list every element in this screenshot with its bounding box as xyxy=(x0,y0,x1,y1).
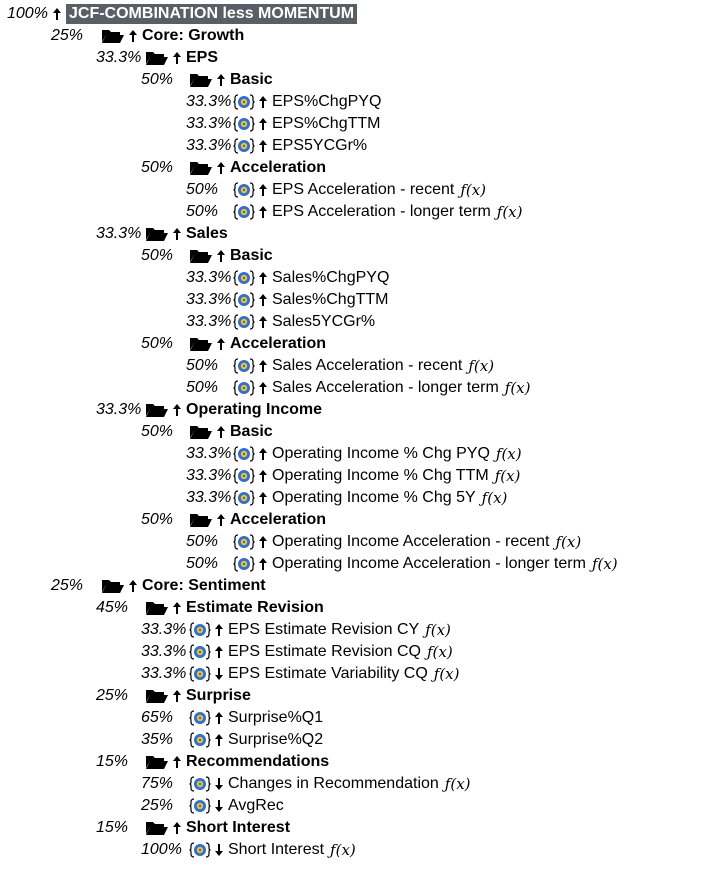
factor-row[interactable] xyxy=(0,135,704,157)
node-label[interactable]: Acceleration xyxy=(230,511,327,528)
factor-gear-icon[interactable] xyxy=(233,358,255,374)
tree-node-row[interactable] xyxy=(0,69,704,91)
arrow-up-icon[interactable] xyxy=(216,73,226,87)
factor-gear-icon[interactable] xyxy=(189,732,211,748)
factor-row[interactable] xyxy=(0,113,704,135)
tree-node-row[interactable] xyxy=(0,575,704,597)
weight-percent[interactable]: 35% xyxy=(141,731,174,748)
weight-percent[interactable]: 15% xyxy=(96,753,129,770)
weight-percent[interactable]: 50% xyxy=(186,555,219,572)
arrow-up-icon[interactable] xyxy=(258,95,268,109)
formula-fx-marker: ƒ(x) xyxy=(591,555,618,573)
arrow-down-icon[interactable] xyxy=(214,777,224,791)
arrow-up-icon[interactable] xyxy=(258,183,268,197)
formula-fx-marker: ƒ(x) xyxy=(494,467,521,485)
factor-gear-icon[interactable] xyxy=(233,204,255,220)
weight-percent[interactable]: 45% xyxy=(96,599,129,616)
weight-percent[interactable]: 50% xyxy=(186,203,219,220)
factor-gear-icon[interactable] xyxy=(233,116,255,132)
factor-row[interactable] xyxy=(0,311,704,333)
weight-percent[interactable]: 50% xyxy=(141,423,174,440)
arrow-up-icon[interactable] xyxy=(214,711,224,725)
arrow-up-icon[interactable] xyxy=(172,227,182,241)
weight-percent[interactable]: 33.3% xyxy=(186,115,232,132)
formula-fx-marker: ƒ(x) xyxy=(433,665,460,683)
formula-fx-marker: ƒ(x) xyxy=(496,203,523,221)
open-folder-icon[interactable] xyxy=(101,577,125,595)
factor-label[interactable]: Sales5YCGr% xyxy=(272,313,376,330)
factor-label[interactable]: EPS5YCGr% xyxy=(272,137,368,154)
open-folder-icon[interactable] xyxy=(189,159,213,177)
ranking-system-title[interactable]: JCF-COMBINATION less MOMENTUM xyxy=(66,4,357,24)
factor-gear-icon[interactable] xyxy=(233,468,255,484)
weight-percent[interactable]: 100% xyxy=(141,841,182,858)
factor-label[interactable]: EPS Acceleration - recent xyxy=(272,181,455,198)
weight-percent[interactable]: 50% xyxy=(186,357,219,374)
factor-label[interactable]: EPS Estimate Revision CY xyxy=(228,621,420,638)
arrow-up-icon[interactable] xyxy=(258,557,268,571)
factor-label[interactable]: Operating Income % Chg PYQ xyxy=(272,445,490,462)
factor-label[interactable]: Operating Income Acceleration - recent xyxy=(272,533,550,550)
formula-fx-marker: ƒ(x) xyxy=(426,643,453,661)
factor-gear-icon[interactable] xyxy=(233,534,255,550)
open-folder-icon[interactable] xyxy=(145,225,169,243)
node-label[interactable]: Surprise xyxy=(186,687,251,704)
arrow-up-icon[interactable] xyxy=(258,117,268,131)
arrow-down-icon[interactable] xyxy=(214,799,224,813)
tree-root-row[interactable] xyxy=(0,3,704,25)
factor-label[interactable]: Operating Income % Chg TTM xyxy=(272,467,489,484)
weight-percent[interactable]: 100% xyxy=(7,5,48,22)
open-folder-icon[interactable] xyxy=(145,599,169,617)
arrow-up-icon[interactable] xyxy=(172,601,182,615)
node-label[interactable]: Sales xyxy=(186,225,228,242)
open-folder-icon[interactable] xyxy=(189,71,213,89)
node-label[interactable]: Basic xyxy=(230,71,273,88)
formula-fx-marker: ƒ(x) xyxy=(330,841,356,859)
factor-gear-icon[interactable] xyxy=(189,798,211,814)
open-folder-icon[interactable] xyxy=(145,401,169,419)
factor-row[interactable] xyxy=(0,641,704,663)
weight-percent[interactable]: 50% xyxy=(141,247,174,264)
open-folder-icon[interactable] xyxy=(145,687,169,705)
node-label[interactable]: Basic xyxy=(230,423,273,440)
weight-percent[interactable]: 33.3% xyxy=(96,401,142,418)
open-folder-icon[interactable] xyxy=(145,753,169,771)
formula-fx-marker: ƒ(x) xyxy=(444,775,471,793)
weight-percent[interactable]: 75% xyxy=(141,775,174,792)
factor-row[interactable] xyxy=(0,201,704,223)
weight-percent[interactable]: 50% xyxy=(186,379,219,396)
arrow-up-icon[interactable] xyxy=(216,337,226,351)
arrow-up-icon[interactable] xyxy=(216,249,226,263)
factor-row[interactable] xyxy=(0,663,704,685)
weight-percent[interactable]: 33.3% xyxy=(186,93,232,110)
weight-percent[interactable]: 25% xyxy=(51,577,84,594)
factor-gear-icon[interactable] xyxy=(189,710,211,726)
arrow-up-icon[interactable] xyxy=(258,359,268,373)
arrow-up-icon[interactable] xyxy=(52,7,62,21)
factor-label[interactable]: Changes in Recommendation xyxy=(228,775,439,792)
factor-row[interactable] xyxy=(0,179,704,201)
formula-fx-marker: ƒ(x) xyxy=(555,533,582,551)
arrow-up-icon[interactable] xyxy=(128,29,138,43)
node-label[interactable]: Core: Sentiment xyxy=(142,577,266,594)
weight-percent[interactable]: 50% xyxy=(141,71,174,88)
arrow-up-icon[interactable] xyxy=(216,161,226,175)
arrow-up-icon[interactable] xyxy=(258,381,268,395)
factor-label[interactable]: Operating Income Acceleration - longer term xyxy=(272,555,586,572)
arrow-up-icon[interactable] xyxy=(214,623,224,637)
factor-label[interactable]: Short Interest xyxy=(228,841,325,858)
tree-node-row[interactable] xyxy=(0,245,704,267)
factor-gear-icon[interactable] xyxy=(233,314,255,330)
open-folder-icon[interactable] xyxy=(189,247,213,265)
tree-node-row[interactable] xyxy=(0,751,704,773)
tree-node-row[interactable] xyxy=(0,399,704,421)
weight-percent[interactable]: 33.3% xyxy=(141,665,187,682)
open-folder-icon[interactable] xyxy=(145,819,169,837)
weight-percent[interactable]: 25% xyxy=(141,797,174,814)
factor-gear-icon[interactable] xyxy=(189,666,211,682)
factor-row[interactable] xyxy=(0,619,704,641)
arrow-up-icon[interactable] xyxy=(258,205,268,219)
factor-row[interactable] xyxy=(0,553,704,575)
weight-percent[interactable]: 50% xyxy=(141,335,174,352)
factor-row[interactable] xyxy=(0,289,704,311)
factor-gear-icon[interactable] xyxy=(189,842,211,858)
weight-percent[interactable]: 50% xyxy=(186,533,219,550)
weight-percent[interactable]: 33.3% xyxy=(186,445,232,462)
factor-label[interactable]: Surprise%Q2 xyxy=(228,731,324,748)
arrow-up-icon[interactable] xyxy=(258,535,268,549)
factor-label[interactable]: Sales%ChgPYQ xyxy=(272,269,390,286)
factor-row[interactable] xyxy=(0,443,704,465)
factor-row[interactable] xyxy=(0,267,704,289)
formula-fx-marker: ƒ(x) xyxy=(481,489,508,507)
factor-gear-icon[interactable] xyxy=(189,644,211,660)
factor-gear-icon[interactable] xyxy=(233,138,255,154)
node-label[interactable]: Short Interest xyxy=(186,819,291,836)
arrow-up-icon[interactable] xyxy=(216,425,226,439)
formula-fx-marker: ƒ(x) xyxy=(468,357,495,375)
weight-percent[interactable]: 25% xyxy=(51,27,84,44)
factor-label[interactable]: Operating Income % Chg 5Y xyxy=(272,489,476,506)
factor-gear-icon[interactable] xyxy=(233,380,255,396)
factor-label[interactable]: Sales Acceleration - recent xyxy=(272,357,463,374)
weight-percent[interactable]: 50% xyxy=(141,511,174,528)
weight-percent[interactable]: 33.3% xyxy=(186,313,232,330)
arrow-up-icon[interactable] xyxy=(214,645,224,659)
tree-node-row[interactable] xyxy=(0,509,704,531)
weight-percent[interactable]: 65% xyxy=(141,709,174,726)
factor-label[interactable]: EPS Estimate Revision CQ xyxy=(228,643,421,660)
factor-label[interactable]: Sales Acceleration - longer term xyxy=(272,379,499,396)
arrow-up-icon[interactable] xyxy=(258,447,268,461)
tree-node-row[interactable] xyxy=(0,421,704,443)
factor-gear-icon[interactable] xyxy=(189,622,211,638)
tree-node-row[interactable] xyxy=(0,817,704,839)
arrow-up-icon[interactable] xyxy=(172,403,182,417)
formula-fx-marker: ƒ(x) xyxy=(495,445,522,463)
arrow-up-icon[interactable] xyxy=(258,315,268,329)
factor-row[interactable] xyxy=(0,91,704,113)
weight-percent[interactable]: 33.3% xyxy=(186,467,232,484)
arrow-up-icon[interactable] xyxy=(258,469,268,483)
weight-percent[interactable]: 33.3% xyxy=(141,621,187,638)
tree-node-row[interactable] xyxy=(0,223,704,245)
weight-percent[interactable]: 33.3% xyxy=(186,269,232,286)
node-label[interactable]: EPS xyxy=(186,49,219,66)
factor-label[interactable]: EPS%ChgPYQ xyxy=(272,93,382,110)
node-label[interactable]: Acceleration xyxy=(230,159,327,176)
factor-row[interactable] xyxy=(0,839,704,861)
factor-label[interactable]: Surprise%Q1 xyxy=(228,709,324,726)
arrow-up-icon[interactable] xyxy=(172,689,182,703)
weight-percent[interactable]: 33.3% xyxy=(141,643,187,660)
factor-label[interactable]: EPS Acceleration - longer term xyxy=(272,203,491,220)
arrow-up-icon[interactable] xyxy=(128,579,138,593)
tree-node-row[interactable] xyxy=(0,333,704,355)
arrow-up-icon[interactable] xyxy=(216,513,226,527)
weight-percent[interactable]: 33.3% xyxy=(186,291,232,308)
factor-gear-icon[interactable] xyxy=(189,776,211,792)
open-folder-icon[interactable] xyxy=(189,335,213,353)
weight-percent[interactable]: 33.3% xyxy=(96,225,142,242)
node-label[interactable]: Recommendations xyxy=(186,753,330,770)
factor-label[interactable]: AvgRec xyxy=(228,797,284,814)
weight-percent[interactable]: 33.3% xyxy=(96,49,142,66)
factor-gear-icon[interactable] xyxy=(233,94,255,110)
factor-row[interactable] xyxy=(0,487,704,509)
factor-row[interactable] xyxy=(0,377,704,399)
arrow-up-icon[interactable] xyxy=(258,139,268,153)
arrow-up-icon[interactable] xyxy=(172,821,182,835)
open-folder-icon[interactable] xyxy=(101,27,125,45)
open-folder-icon[interactable] xyxy=(145,49,169,67)
arrow-up-icon[interactable] xyxy=(172,51,182,65)
node-label[interactable]: Acceleration xyxy=(230,335,327,352)
tree-node-row[interactable] xyxy=(0,597,704,619)
factor-gear-icon[interactable] xyxy=(233,292,255,308)
arrow-up-icon[interactable] xyxy=(258,271,268,285)
formula-fx-marker: ƒ(x) xyxy=(504,379,531,397)
factor-gear-icon[interactable] xyxy=(233,270,255,286)
factor-label[interactable]: EPS Estimate Variability CQ xyxy=(228,665,428,682)
factor-label[interactable]: Sales%ChgTTM xyxy=(272,291,389,308)
factor-row[interactable] xyxy=(0,795,704,817)
weight-percent[interactable]: 25% xyxy=(96,687,129,704)
open-folder-icon[interactable] xyxy=(189,423,213,441)
factor-row[interactable] xyxy=(0,707,704,729)
arrow-down-icon[interactable] xyxy=(214,843,224,857)
formula-fx-marker: ƒ(x) xyxy=(460,181,487,199)
node-label[interactable]: Basic xyxy=(230,247,273,264)
weight-percent[interactable]: 50% xyxy=(141,159,174,176)
tree-node-row[interactable] xyxy=(0,47,704,69)
factor-row[interactable] xyxy=(0,531,704,553)
weight-percent[interactable]: 15% xyxy=(96,819,129,836)
factor-row[interactable] xyxy=(0,729,704,751)
node-label[interactable]: Operating Income xyxy=(186,401,323,418)
open-folder-icon[interactable] xyxy=(189,511,213,529)
arrow-up-icon[interactable] xyxy=(258,491,268,505)
arrow-up-icon[interactable] xyxy=(214,733,224,747)
weight-percent[interactable]: 33.3% xyxy=(186,489,232,506)
factor-row[interactable] xyxy=(0,465,704,487)
node-label[interactable]: Core: Growth xyxy=(142,27,245,44)
factor-gear-icon[interactable] xyxy=(233,446,255,462)
factor-gear-icon[interactable] xyxy=(233,182,255,198)
tree-node-row[interactable] xyxy=(0,685,704,707)
weight-percent[interactable]: 50% xyxy=(186,181,219,198)
arrow-up-icon[interactable] xyxy=(258,293,268,307)
factor-gear-icon[interactable] xyxy=(233,556,255,572)
tree-node-row[interactable] xyxy=(0,157,704,179)
tree-node-row[interactable] xyxy=(0,25,704,47)
factor-row[interactable] xyxy=(0,355,704,377)
factor-label[interactable]: EPS%ChgTTM xyxy=(272,115,381,132)
node-label[interactable]: Estimate Revision xyxy=(186,599,324,616)
arrow-up-icon[interactable] xyxy=(172,755,182,769)
weight-percent[interactable]: 33.3% xyxy=(186,137,232,154)
arrow-down-icon[interactable] xyxy=(214,667,224,681)
factor-row[interactable] xyxy=(0,773,704,795)
factor-gear-icon[interactable] xyxy=(233,490,255,506)
formula-fx-marker: ƒ(x) xyxy=(425,621,451,639)
